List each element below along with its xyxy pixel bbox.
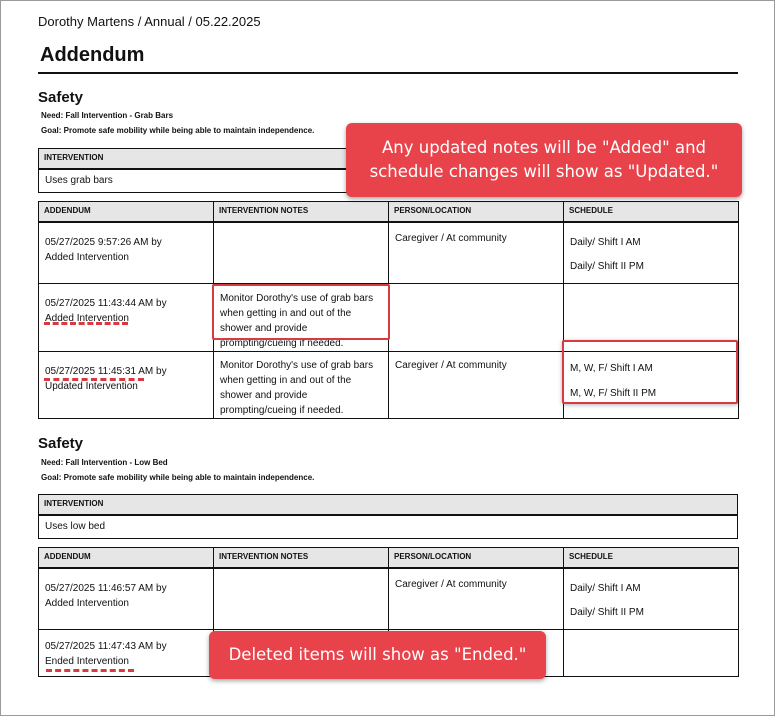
table-row — [39, 568, 739, 630]
row-action: Added Intervention — [45, 313, 129, 324]
row-timestamp: 05/27/2025 11:45:31 AM by — [45, 366, 167, 377]
intervention-header: INTERVENTION — [39, 495, 738, 515]
section-need: Need: Fall Intervention - Low Bed — [41, 458, 168, 467]
updated-callout: Any updated notes will be "Added" and schedule changes will show as "Updated." — [346, 123, 742, 197]
notes-highlight-box — [212, 284, 390, 340]
row-schedule-1: Daily/ Shift I AM — [570, 582, 641, 594]
ended-underline-dash — [46, 669, 134, 672]
ended-callout: Deleted items will show as "Ended." — [209, 631, 546, 679]
page-title: Addendum — [40, 44, 145, 66]
document-breadcrumb: Dorothy Martens / Annual / 05.22.2025 — [38, 14, 261, 29]
row-action: Ended Intervention — [45, 656, 129, 667]
column-header-notes: INTERVENTION NOTES — [214, 548, 389, 568]
row-timestamp: 05/27/2025 11:43:44 AM by — [45, 298, 167, 309]
row-schedule-2: Daily/ Shift II PM — [570, 606, 644, 618]
intervention-value: Uses low bed — [39, 515, 738, 539]
row-person: Caregiver / At community — [389, 352, 564, 419]
intervention-table — [38, 494, 738, 539]
row-notes — [214, 568, 389, 630]
column-header-notes: INTERVENTION NOTES — [214, 202, 389, 222]
row-schedule-2: M, W, F/ Shift II PM — [570, 388, 657, 399]
section-goal: Goal: Promote safe mobility while being able to maintain independence. — [41, 126, 315, 135]
row-schedule-1: M, W, F/ Shift I AM — [570, 363, 653, 374]
column-header-addendum: ADDENDUM — [39, 202, 214, 222]
column-header-schedule: SCHEDULE — [564, 202, 739, 222]
row-notes: Monitor Dorothy's use of grab bars when getting in and out of the shower and provide prompting/cueing if needed. — [214, 352, 389, 419]
row-person — [389, 284, 564, 352]
row-timestamp: 05/27/2025 9:57:26 AM by — [45, 236, 162, 248]
row-timestamp: 05/27/2025 11:46:57 AM by — [45, 582, 167, 594]
row-notes: Monitor Dorothy's use of grab bars when getting in and out of the shower and provide prompting/cueing if needed. — [214, 284, 389, 352]
column-header-addendum: ADDENDUM — [39, 548, 214, 568]
column-header-person: PERSON/LOCATION — [389, 202, 564, 222]
intervention-header: INTERVENTION — [39, 149, 738, 169]
row-person: Caregiver / At community — [389, 222, 564, 284]
updated-underline-dash — [44, 378, 144, 381]
column-header-schedule: SCHEDULE — [564, 548, 739, 568]
row-schedule-2: Daily/ Shift II PM — [570, 260, 644, 272]
row-person: Caregiver / At community — [389, 568, 564, 630]
row-schedule-1: Daily/ Shift I AM — [570, 236, 641, 248]
table-header-row — [39, 202, 739, 222]
schedule-highlight-box — [562, 340, 738, 404]
section-need: Need: Fall Intervention - Grab Bars — [41, 111, 174, 120]
row-action: Added Intervention — [45, 251, 129, 263]
section-goal: Goal: Promote safe mobility while being able to maintain independence. — [41, 473, 315, 482]
intervention-value: Uses grab bars — [39, 169, 738, 193]
row-action: Updated Intervention — [45, 381, 138, 392]
added-underline-dash — [44, 322, 128, 325]
row-schedule — [564, 630, 739, 677]
row-notes — [214, 222, 389, 284]
section-title: Safety — [38, 89, 84, 106]
row-timestamp: 05/27/2025 11:47:43 AM by — [45, 641, 167, 652]
section-title: Safety — [38, 435, 84, 452]
table-header-row — [39, 548, 739, 568]
column-header-person: PERSON/LOCATION — [389, 548, 564, 568]
table-row — [39, 222, 739, 284]
row-action: Added Intervention — [45, 597, 129, 609]
title-divider — [38, 72, 738, 74]
